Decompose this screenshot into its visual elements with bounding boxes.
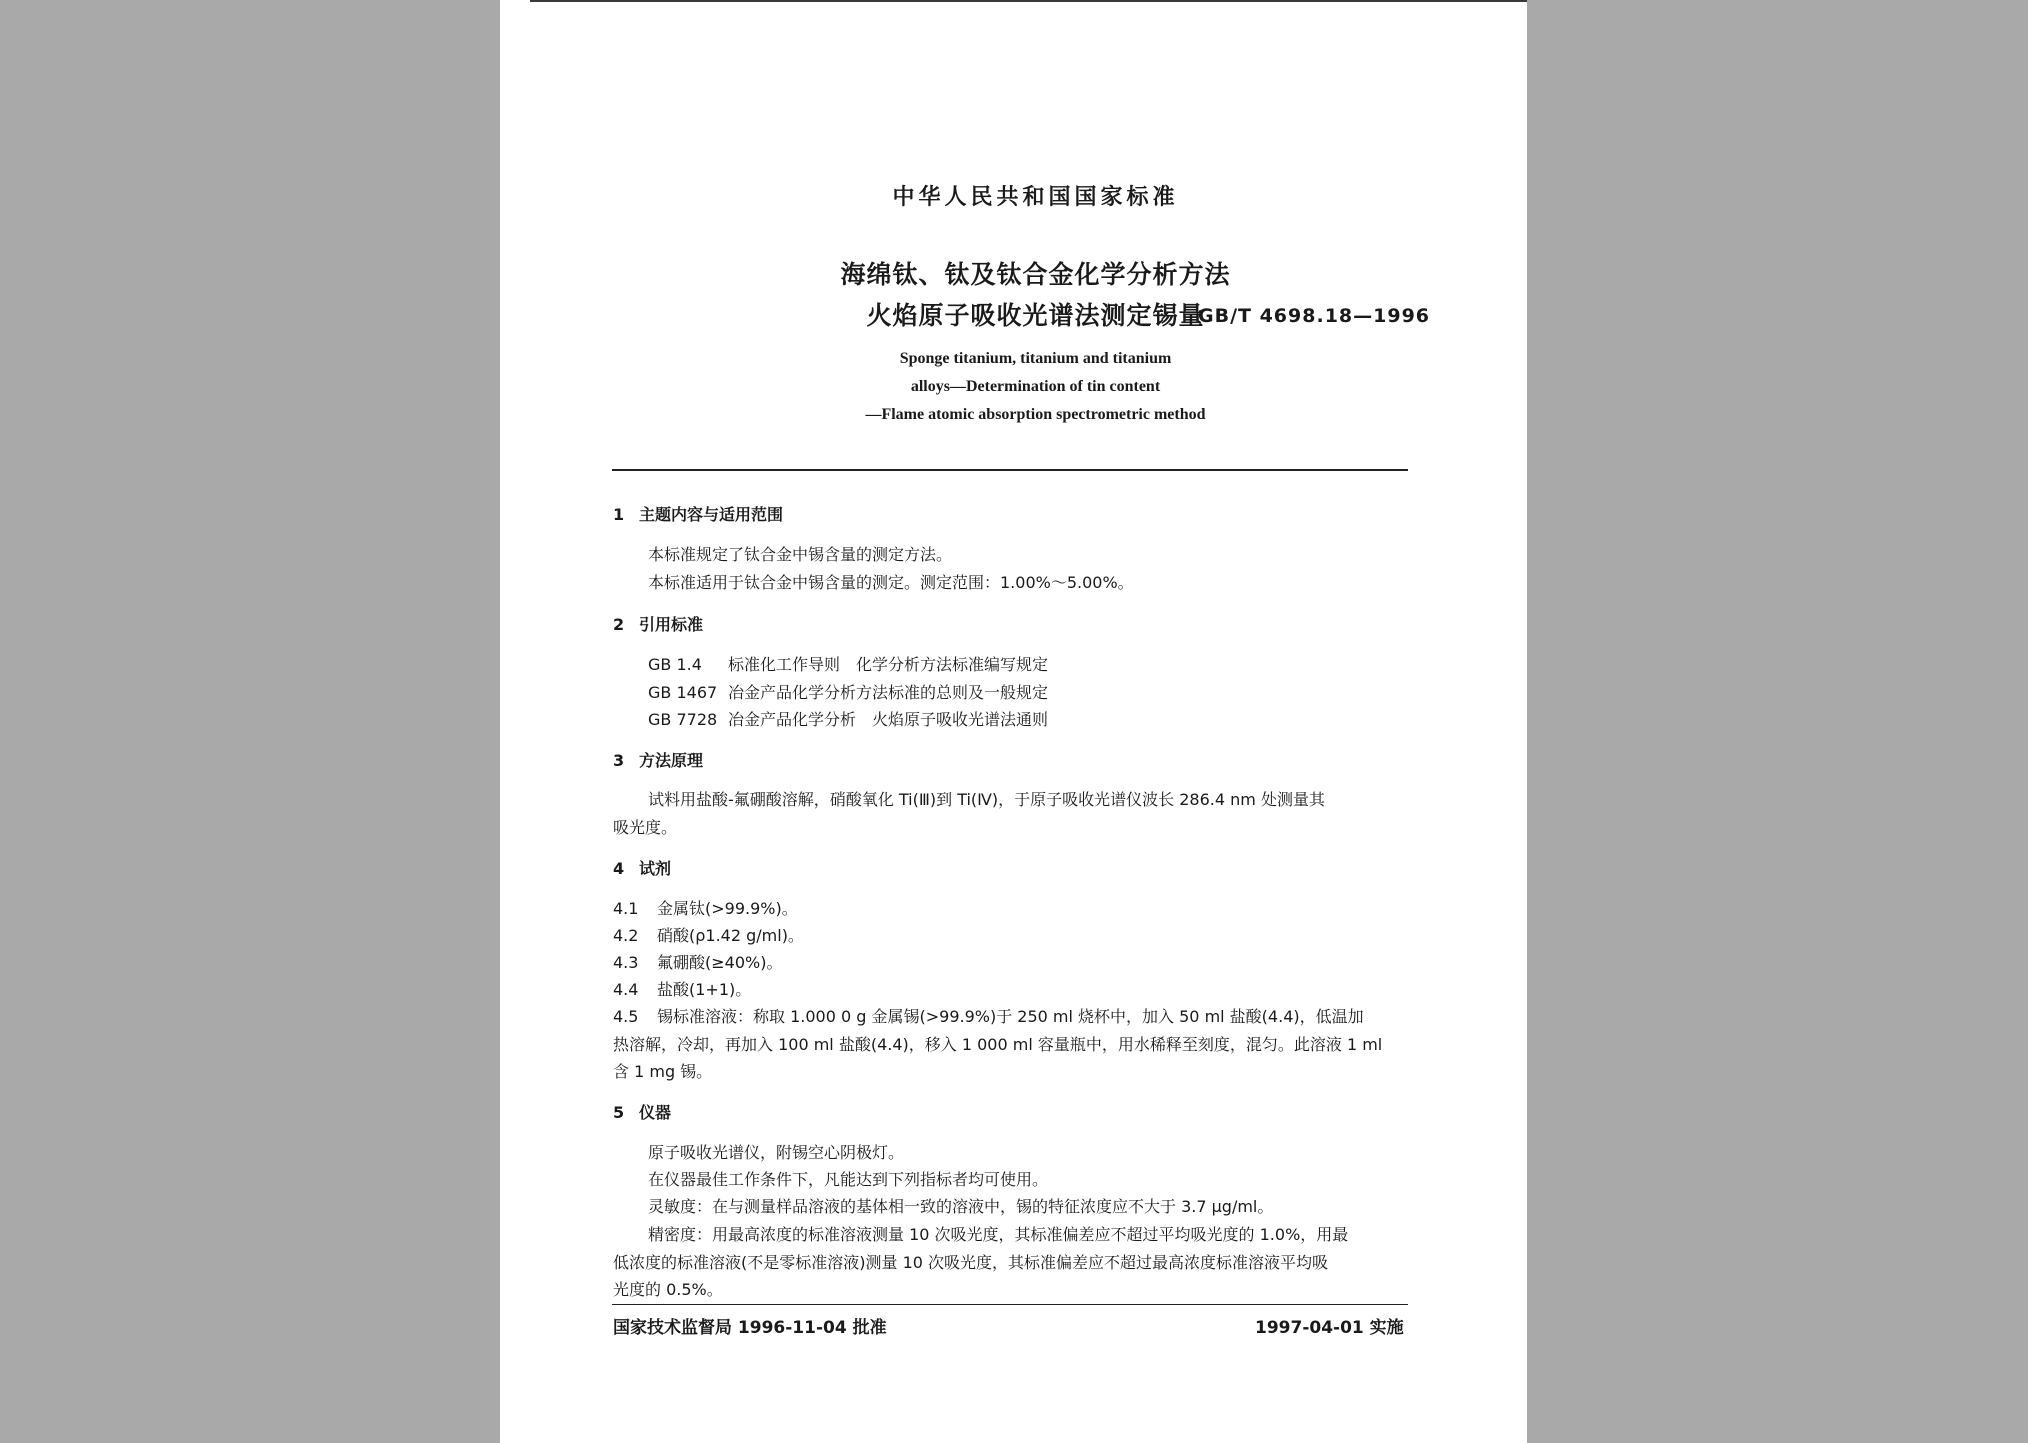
reagent-item — [613, 950, 782, 973]
item-number: 4.4 — [613, 980, 639, 999]
footer-divider — [612, 1304, 1408, 1305]
section-4-heading — [613, 856, 671, 879]
section-5-paragraph-1: 原子吸收光谱仪，附锡空心阴极灯。 — [648, 1143, 905, 1162]
chinese-title-line-2: 火焰原子吸收光谱法测定锡量 — [866, 301, 1205, 330]
section-5-paragraph-4-line-2: 低浓度的标准溶液(不是零标准溶液)测量 10 次吸光度，其标准偏差应不超过最高浓度标准溶液平均吸 — [613, 1253, 1329, 1272]
item-text: 盐酸(1+1)。 — [657, 980, 752, 999]
standard-number: GB/T 4698.18—1996 — [1198, 305, 1431, 327]
section-title: 仪器 — [639, 1103, 672, 1122]
section-2-heading — [613, 612, 703, 635]
item-number: 4.1 — [613, 899, 639, 918]
english-title-line-3: —Flame atomic absorption spectrometric method — [865, 406, 1206, 423]
section-3-line-2: 吸光度。 — [613, 818, 678, 837]
section-3-line-1: 试料用盐酸-氟硼酸溶解，硝酸氧化 Ti(Ⅲ)到 Ti(Ⅳ)，于原子吸收光谱仪波长 286.4 nm 处测量其 — [648, 790, 1325, 809]
reagent-item-5-line-1 — [613, 1004, 1364, 1027]
section-5-paragraph-3: 灵敏度：在与测量样品溶液的基体相一致的溶液中，锡的特征浓度应不大于 3.7 μg/ml。 — [648, 1197, 1274, 1216]
reference-code: GB 1467 — [648, 683, 718, 702]
approval-date: 国家技术监督局 1996-11-04 批准 — [613, 1318, 887, 1338]
item-text: 金属钛(>99.9%)。 — [657, 899, 798, 918]
section-5-paragraph-2: 在仪器最佳工作条件下，凡能达到下列指标者均可使用。 — [648, 1170, 1049, 1189]
section-title: 方法原理 — [639, 751, 704, 770]
item-text: 硝酸(ρ1.42 g/ml)。 — [657, 926, 804, 945]
section-number: 1 — [613, 505, 625, 524]
item-number: 4.3 — [613, 953, 639, 972]
reference-item — [648, 652, 1048, 675]
reference-code: GB 1.4 — [648, 655, 702, 674]
section-number: 2 — [613, 615, 625, 634]
item-text: 锡标准溶液：称取 1.000 0 g 金属锡(>99.9%)于 250 ml 烧杯中，加入 50 ml 盐酸(4.4)，低温加 — [657, 1007, 1364, 1026]
section-1-paragraph-1: 本标准规定了钛合金中锡含量的测定方法。 — [648, 545, 953, 564]
reference-text: 冶金产品化学分析 火焰原子吸收光谱法通则 — [728, 710, 1049, 729]
section-number: 5 — [613, 1103, 625, 1122]
reference-text: 冶金产品化学分析方法标准的总则及一般规定 — [728, 683, 1049, 702]
reagent-item-5-line-2: 热溶解，冷却，再加入 100 ml 盐酸(4.4)，移入 1 000 ml 容量瓶中，用水稀释至刻度，混匀。此溶液 1 ml — [613, 1035, 1383, 1054]
section-3-heading — [613, 748, 703, 771]
section-1-heading — [613, 502, 783, 525]
reagent-item-5-line-3: 含 1 mg 锡。 — [613, 1062, 713, 1081]
reference-code: GB 7728 — [648, 710, 718, 729]
reference-text: 标准化工作导则 化学分析方法标准编写规定 — [728, 655, 1049, 674]
top-border-line — [530, 0, 1527, 2]
national-standard-heading: 中华人民共和国国家标准 — [892, 185, 1179, 210]
reference-item — [648, 680, 1048, 703]
section-number: 4 — [613, 859, 625, 878]
item-number: 4.2 — [613, 926, 639, 945]
section-5-heading — [613, 1100, 671, 1123]
section-number: 3 — [613, 751, 625, 770]
section-title: 主题内容与适用范围 — [639, 505, 784, 524]
effective-date: 1997-04-01 实施 — [1255, 1318, 1404, 1338]
section-5-paragraph-4-line-1: 精密度：用最高浓度的标准溶液测量 10 次吸光度，其标准偏差应不超过平均吸光度的 1.0%，用最 — [648, 1225, 1349, 1244]
item-number: 4.5 — [613, 1007, 639, 1026]
reagent-item — [613, 977, 751, 1000]
document-page — [500, 0, 1527, 1443]
chinese-title-line-1: 海绵钛、钛及钛合金化学分析方法 — [840, 260, 1231, 289]
header-divider — [612, 469, 1408, 471]
section-1-paragraph-2: 本标准适用于钛合金中锡含量的测定。测定范围：1.00%～5.00%。 — [648, 573, 1134, 592]
section-5-paragraph-4-line-3: 光度的 0.5%。 — [613, 1280, 723, 1299]
reagent-item — [613, 896, 798, 919]
section-title: 试剂 — [639, 859, 672, 878]
english-title-line-1: Sponge titanium, titanium and titanium — [899, 350, 1172, 367]
english-title-line-2: alloys—Determination of tin content — [910, 378, 1161, 395]
reagent-item — [613, 923, 804, 946]
reference-item — [648, 707, 1048, 730]
item-text: 氟硼酸(≥40%)。 — [657, 953, 783, 972]
section-title: 引用标准 — [639, 615, 704, 634]
